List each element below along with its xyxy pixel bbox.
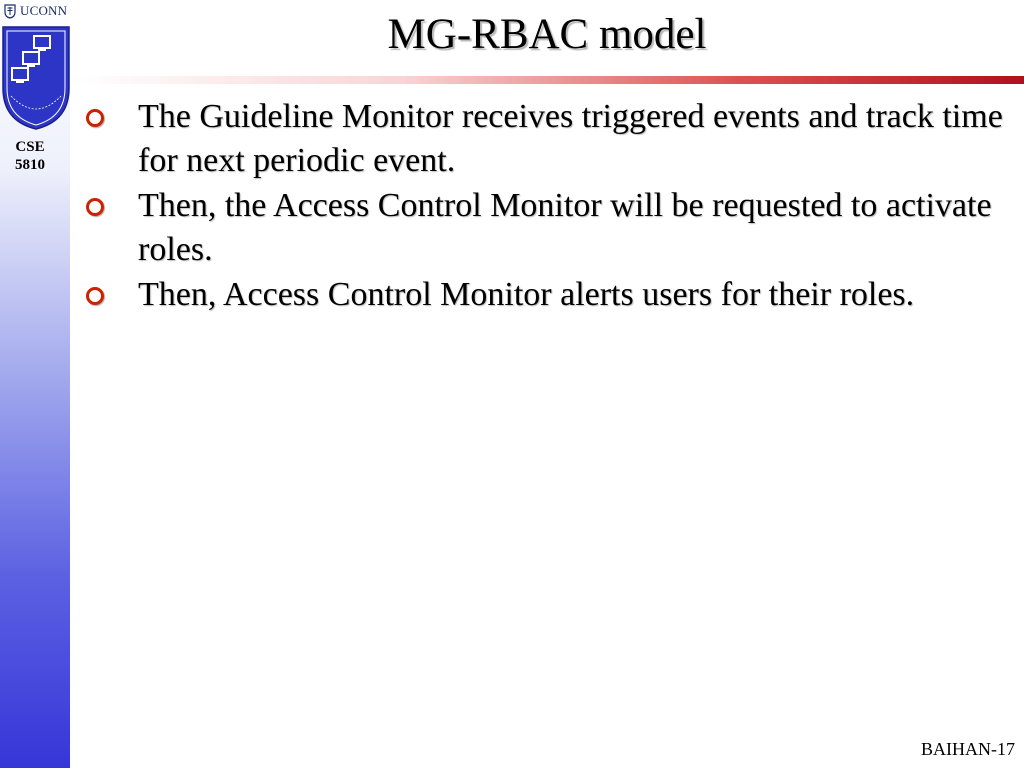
slide-footer: BAIHAN-17 bbox=[921, 739, 1015, 759]
brand-logo-text: UCONN bbox=[20, 3, 68, 18]
bullet-list bbox=[82, 95, 1017, 318]
slide-title: MG-RBAC model bbox=[387, 11, 707, 58]
computer-network-shield-icon bbox=[1, 26, 71, 130]
bullet-item bbox=[82, 273, 1017, 317]
bullet-text: The Guideline Monitor receives triggered events and track time for next periodic event. bbox=[138, 98, 1003, 179]
bullet-circle-icon bbox=[86, 109, 104, 127]
uconn-brand bbox=[3, 2, 67, 20]
bullet-circle-icon bbox=[86, 287, 104, 305]
title-divider bbox=[70, 76, 1024, 84]
bullet-text: Then, Access Control Monitor alerts users for their roles. bbox=[138, 276, 915, 313]
course-code bbox=[0, 138, 60, 174]
bullet-item bbox=[82, 184, 1017, 272]
bullet-item bbox=[82, 95, 1017, 183]
course-subject: CSE bbox=[15, 139, 45, 155]
uconn-seal-icon bbox=[3, 3, 17, 19]
bullet-circle-icon bbox=[86, 198, 104, 216]
course-number: 5810 bbox=[15, 157, 45, 173]
bullet-text: Then, the Access Control Monitor will be requested to activate roles. bbox=[138, 187, 992, 268]
